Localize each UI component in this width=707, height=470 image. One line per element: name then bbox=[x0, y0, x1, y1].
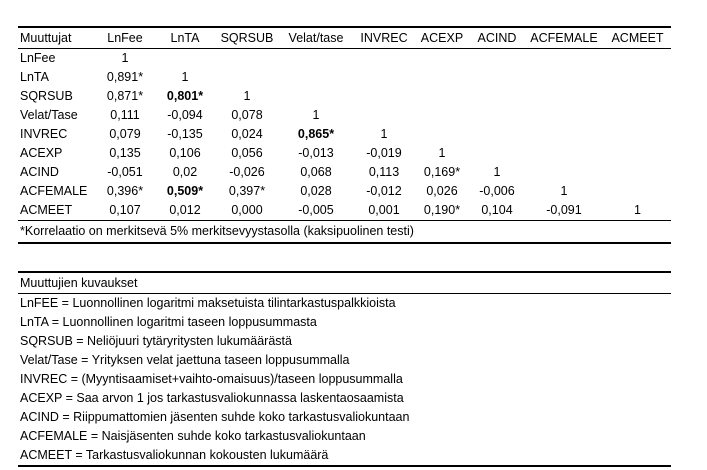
description-item: SQRSUB = Neliöjuuri tytäryritysten lukumäärästä bbox=[20, 334, 292, 348]
table-cell bbox=[470, 87, 524, 106]
table-cell: 0,871* bbox=[106, 89, 144, 103]
table-cell: 0,801* bbox=[166, 89, 204, 103]
column-header: ACFEMALE bbox=[530, 31, 598, 45]
table-cell bbox=[524, 125, 604, 144]
row-label: ACEXP bbox=[20, 146, 63, 160]
table-cell bbox=[524, 68, 604, 87]
correlation-table bbox=[18, 26, 671, 221]
table-cell: -0,026 bbox=[229, 165, 265, 179]
row-label: ACMEET bbox=[20, 203, 73, 217]
table-cell: 0,068 bbox=[300, 165, 332, 179]
table-cell: 0,028 bbox=[300, 184, 332, 198]
table-cell bbox=[414, 106, 470, 125]
row-label: INVREC bbox=[20, 127, 68, 141]
table-cell bbox=[414, 125, 470, 144]
table-cell: 1 bbox=[438, 146, 446, 160]
table-cell bbox=[414, 68, 470, 87]
table-cell: 1 bbox=[312, 108, 320, 122]
column-header: Velat/tase bbox=[288, 31, 344, 45]
table-cell: 0,107 bbox=[109, 203, 141, 217]
table-cell bbox=[524, 87, 604, 106]
table-cell: 0,113 bbox=[368, 165, 400, 179]
table-cell bbox=[604, 144, 671, 163]
table-cell: 0,026 bbox=[426, 184, 458, 198]
description-item: Velat/Tase = Yrityksen velat jaettuna taseen loppusummalla bbox=[20, 353, 350, 367]
table-cell: -0,135 bbox=[167, 127, 203, 141]
table-row bbox=[18, 182, 671, 201]
table-body bbox=[18, 49, 671, 221]
table-cell: -0,091 bbox=[546, 203, 582, 217]
description-item: LnTA = Luonnollinen logaritmi taseen loppusummasta bbox=[20, 315, 317, 329]
column-header: ACIND bbox=[477, 31, 517, 45]
table-row bbox=[18, 201, 671, 221]
document-content bbox=[18, 26, 671, 467]
table-cell bbox=[414, 49, 470, 69]
table-cell bbox=[524, 163, 604, 182]
table-cell: 0,012 bbox=[169, 203, 201, 217]
table-cell: 0,106 bbox=[169, 146, 201, 160]
table-cell: 1 bbox=[181, 70, 189, 84]
table-cell: 0,001 bbox=[368, 203, 400, 217]
description-item: ACFEMALE = Naisjäsenten suhde koko tarkastusvaliokuntaan bbox=[20, 429, 366, 443]
table-cell: -0,006 bbox=[479, 184, 515, 198]
table-cell: -0,094 bbox=[167, 108, 203, 122]
table-row bbox=[18, 49, 671, 69]
description-item: LnFEE = Luonnollinen logaritmi maksetuista tilintarkastuspalkkioista bbox=[20, 296, 396, 310]
table-cell: 0,135 bbox=[109, 146, 141, 160]
table-row bbox=[18, 87, 671, 106]
column-header: ACEXP bbox=[420, 31, 464, 45]
column-header: ACMEET bbox=[611, 31, 664, 45]
table-cell: -0,013 bbox=[298, 146, 334, 160]
table-cell: 0,396* bbox=[106, 184, 144, 198]
table-cell: 0,078 bbox=[231, 108, 263, 122]
table-cell bbox=[354, 49, 414, 69]
table-cell: 0,111 bbox=[110, 108, 140, 122]
table-cell: 0,104 bbox=[481, 203, 513, 217]
table-cell: 1 bbox=[634, 203, 641, 217]
table-cell: 0,891* bbox=[106, 70, 144, 84]
table-cell bbox=[604, 49, 671, 69]
table-row bbox=[18, 163, 671, 182]
table-cell bbox=[604, 125, 671, 144]
table-cell bbox=[470, 125, 524, 144]
table-cell bbox=[604, 182, 671, 201]
row-label: Velat/Tase bbox=[20, 108, 78, 122]
row-label: SQRSUB bbox=[20, 89, 73, 103]
table-cell: -0,051 bbox=[107, 165, 143, 179]
row-label: LnFee bbox=[20, 51, 56, 65]
column-header: LnTA bbox=[170, 31, 200, 45]
table-cell: 0,397* bbox=[228, 184, 266, 198]
table-cell: -0,005 bbox=[298, 203, 334, 217]
table-cell bbox=[524, 49, 604, 69]
table-cell: -0,019 bbox=[366, 146, 402, 160]
variable-descriptions bbox=[18, 271, 671, 467]
table-cell bbox=[470, 106, 524, 125]
table-row bbox=[18, 106, 671, 125]
row-label: ACIND bbox=[20, 165, 59, 179]
table-cell bbox=[604, 106, 671, 125]
table-cell bbox=[278, 49, 354, 69]
description-item: ACIND = Riippumattomien jäsenten suhde koko tarkastusvaliokuntaan bbox=[20, 410, 410, 424]
table-cell bbox=[524, 106, 604, 125]
table-cell bbox=[470, 68, 524, 87]
table-cell bbox=[354, 87, 414, 106]
column-header: LnFee bbox=[107, 31, 143, 45]
descriptions-title: Muuttujien kuvaukset bbox=[18, 271, 671, 294]
table-cell bbox=[354, 68, 414, 87]
table-cell: 1 bbox=[380, 127, 388, 141]
table-cell bbox=[216, 49, 278, 69]
table-cell bbox=[216, 68, 278, 87]
table-row bbox=[18, 68, 671, 87]
table-cell: 0,509* bbox=[166, 184, 204, 198]
table-row bbox=[18, 125, 671, 144]
table-cell: 0,865* bbox=[297, 127, 335, 141]
table-cell: 0,169* bbox=[423, 165, 461, 179]
table-cell: 1 bbox=[560, 184, 568, 198]
table-cell: -0,012 bbox=[366, 184, 402, 198]
table-cell: 1 bbox=[493, 165, 501, 179]
table-cell bbox=[414, 87, 470, 106]
column-header: Muuttujat bbox=[20, 31, 72, 45]
row-label: ACFEMALE bbox=[20, 184, 88, 198]
table-cell: 1 bbox=[121, 51, 129, 65]
significance-footnote: *Korrelaatio on merkitsevä 5% merkitsevyystasolla (kaksipuolinen testi) bbox=[18, 221, 671, 244]
table-cell bbox=[278, 87, 354, 106]
table-cell bbox=[524, 144, 604, 163]
table-cell bbox=[470, 49, 524, 69]
table-cell bbox=[278, 68, 354, 87]
table-cell bbox=[604, 87, 671, 106]
table-cell: 0,079 bbox=[109, 127, 141, 141]
description-item: ACMEET = Tarkastusvaliokunnan kokousten lukumäärä bbox=[18, 446, 671, 467]
table-cell bbox=[604, 163, 671, 182]
row-label: LnTA bbox=[20, 70, 49, 84]
table-row bbox=[18, 144, 671, 163]
description-item: ACEXP = Saa arvon 1 jos tarkastusvaliokunnassa laskentaosaamista bbox=[20, 391, 404, 405]
description-item: INVREC = (Myyntisaamiset+vaihto-omaisuus)/taseen loppusummalla bbox=[20, 372, 403, 386]
table-cell: 0,190* bbox=[423, 203, 461, 217]
table-cell bbox=[604, 68, 671, 87]
table-cell bbox=[154, 49, 216, 69]
table-cell: 0,056 bbox=[231, 146, 263, 160]
table-cell bbox=[470, 144, 524, 163]
table-cell: 1 bbox=[243, 89, 251, 103]
table-cell: 0,024 bbox=[231, 127, 263, 141]
column-header: SQRSUB bbox=[220, 31, 274, 45]
column-header: INVREC bbox=[360, 31, 408, 45]
table-cell bbox=[354, 106, 414, 125]
table-cell: 0,02 bbox=[172, 165, 198, 179]
table-header-row bbox=[18, 27, 671, 49]
table-cell: 0,000 bbox=[231, 203, 263, 217]
